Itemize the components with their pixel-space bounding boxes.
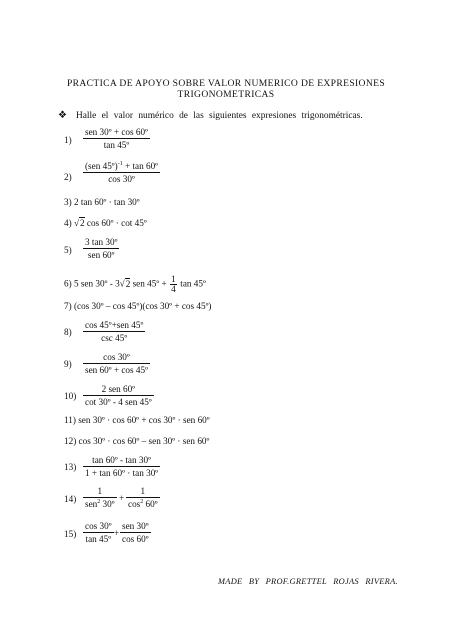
exercise-1-numerator: sen 30º + cos 60º	[85, 127, 148, 137]
exercise-2-numerator-rest: + tan 60º	[122, 161, 159, 171]
exercise-14-d2-func: cos	[128, 499, 141, 509]
exercise-6-fraction-denominator: 4	[171, 284, 176, 294]
exercise-15-fraction-2	[120, 521, 151, 544]
exercise-2-exponent: -1	[117, 161, 123, 167]
exercise-14-fraction-2	[126, 486, 160, 509]
exercise-1-denominator: tan 45º	[103, 140, 130, 150]
exercise-4	[64, 218, 147, 228]
exercise-15-numerator-2: sen 30º	[122, 521, 149, 531]
exercise-2-denominator: cos 30º	[108, 174, 135, 184]
instructions-text: Halle el valor numérico de las siguientes expresiones trigonométricas.	[76, 111, 363, 121]
exercise-13-numerator: tan 60º - tan 30º	[92, 455, 151, 465]
exercise-13-denominator: 1 + tan 60º · tan 30º	[85, 468, 159, 478]
exercise-12: 12) cos 30º · cos 60º – sen 30º · sen 60º	[64, 436, 210, 446]
exercise-14-d1-func: sen	[85, 499, 98, 509]
exercise-2-fraction	[83, 161, 160, 184]
exercise-8-number: 8)	[64, 327, 72, 337]
exercise-8-denominator: csc 45º	[101, 333, 128, 343]
exercise-4-rest: cos 60º · cot 45º	[84, 218, 147, 228]
exercise-9-number: 9)	[64, 359, 72, 369]
exercise-5-denominator: sen 60º	[87, 250, 115, 260]
sqrt-icon: √	[119, 278, 125, 289]
exercise-11: 11) sen 30º · cos 60º + cos 30º · sen 60º	[64, 415, 210, 425]
exercise-6-part-b: sen 45º +	[130, 278, 169, 289]
exercise-6-part-a: 6) 5 sen 30º - 3	[64, 278, 120, 289]
exercise-9-numerator: cos 30º	[103, 352, 130, 362]
exercise-1-fraction	[83, 127, 150, 150]
exercise-10-numerator: 2 sen 60º	[101, 384, 136, 394]
exercise-13-fraction	[83, 455, 160, 478]
exercise-7: 7) (cos 30º – cos 45º)(cos 30º + cos 45º)	[64, 301, 212, 311]
exercise-15-denominator-1: tan 45º	[85, 534, 112, 544]
exercise-14-d2-exponent: 2	[140, 499, 144, 505]
exercise-15-denominator-2: cos 60º	[122, 534, 149, 544]
exercise-8-fraction	[83, 320, 145, 343]
page-title-line-2: TRIGONOMETRICAS	[177, 89, 275, 100]
exercise-14-number: 14)	[64, 494, 77, 504]
exercise-14-d2-angle: 60º	[143, 499, 158, 509]
exercise-14-numerator-1: 1	[97, 486, 103, 496]
exercise-10-fraction	[83, 384, 154, 407]
exercise-14-fraction-1	[83, 486, 117, 509]
exercise-2-numerator-base: (sen 45º)	[85, 161, 118, 171]
exercise-8-numerator: cos 45º+sen 45º	[85, 320, 144, 330]
exercise-14-plus: +	[119, 493, 125, 503]
sqrt-argument: 2	[80, 218, 85, 228]
exercise-2-number: 2)	[64, 172, 72, 182]
exercise-5-fraction	[83, 237, 119, 260]
exercise-10-number: 10)	[64, 391, 77, 401]
exercise-15-fraction-1	[83, 521, 114, 544]
exercise-15-number: 15)	[64, 529, 77, 539]
diamond-bullet-icon: ❖	[58, 110, 67, 121]
exercise-5-numerator: 3 tan 30º	[85, 237, 118, 247]
exercise-6-small-fraction	[170, 275, 177, 294]
sqrt-argument: 2	[125, 278, 131, 289]
exercise-14-numerator-2: 1	[140, 486, 146, 496]
exercise-6	[64, 275, 206, 294]
exercise-13-number: 13)	[64, 462, 77, 472]
exercise-6-fraction-numerator: 1	[171, 274, 176, 284]
exercise-14-denominator-2	[126, 498, 160, 509]
exercise-5-number: 5)	[64, 245, 72, 255]
page-title-line-1: PRACTICA DE APOYO SOBRE VALOR NUMERICO DE EXPRESIONES	[66, 78, 386, 89]
exercise-10-denominator: cot 30º - 4 sen 45º	[85, 397, 152, 407]
exercise-14-denominator-1	[83, 498, 117, 509]
exercise-14-d1-exponent: 2	[97, 499, 101, 505]
exercise-15-plus: +	[114, 528, 120, 538]
sqrt-icon: √	[73, 218, 79, 228]
exercise-9-denominator: sen 60º + cos 45º	[85, 365, 148, 375]
exercise-4-number: 4)	[64, 218, 72, 228]
exercise-2-numerator	[83, 161, 160, 172]
exercise-1-number: 1)	[64, 135, 72, 145]
exercise-3: 3) 2 tan 60º · tan 30º	[64, 197, 140, 207]
exercise-6-part-c: tan 45º	[177, 278, 206, 289]
exercise-15-numerator-1: cos 30º	[85, 521, 112, 531]
exercise-14-d1-angle: 30º	[100, 499, 115, 509]
exercise-9-fraction	[83, 352, 150, 375]
author-credit: MADE BY PROF.GRETTEL ROJAS RIVERA.	[218, 577, 398, 586]
